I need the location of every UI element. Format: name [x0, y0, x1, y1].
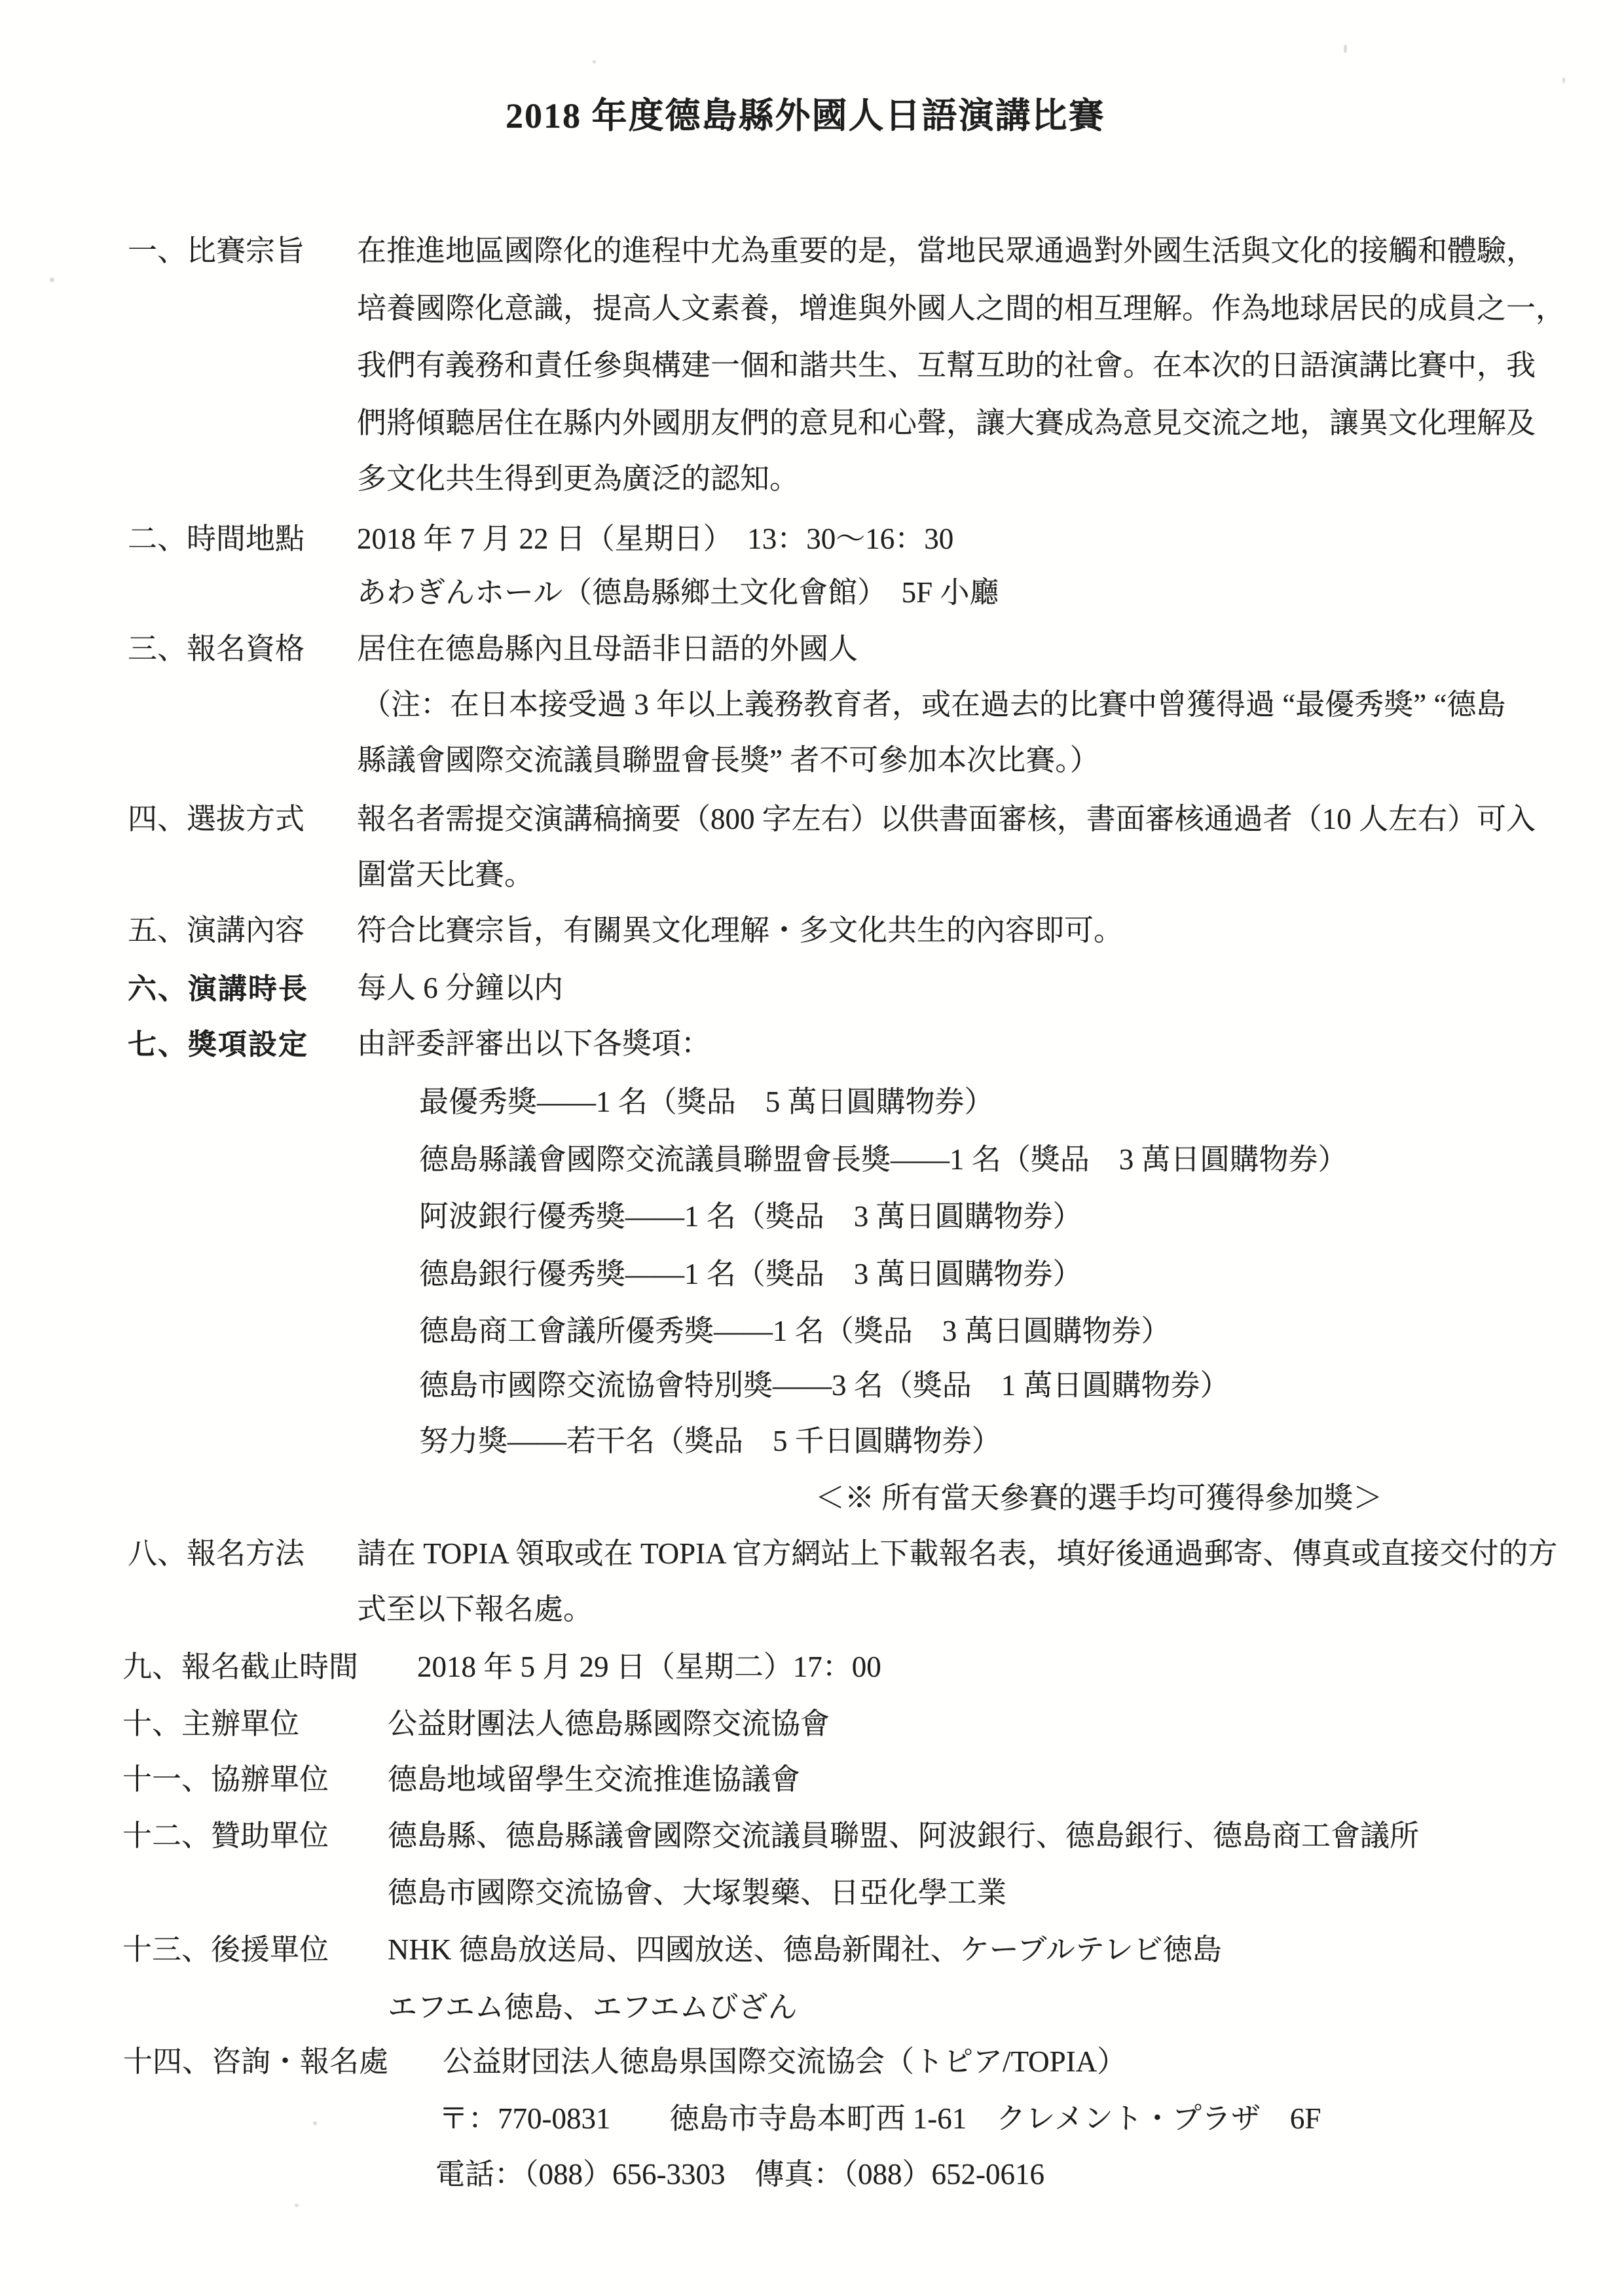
- section-12-line-1: 德島縣、德島縣議會國際交流議員聯盟、阿波銀行、德島銀行、德島商工會議所: [388, 1819, 1420, 1852]
- section-13-heading: 十三、後援單位: [122, 1933, 329, 1966]
- section-2-line-1: 2018 年 7 月 22 日（星期日） 13：30～16：30: [357, 522, 954, 555]
- award-line-5: 德島商工會議所優秀獎——1 名（獎品 3 萬日圓購物券）: [419, 1315, 1171, 1347]
- section-5-line-1: 符合比賽宗旨，有關異文化理解・多文化共生的內容即可。: [357, 914, 1124, 947]
- section-13-line-1: NHK 德島放送局、四國放送、德島新聞社、ケーブルテレビ徳島: [388, 1933, 1222, 1966]
- section-8-line-2: 式至以下報名處。: [357, 1593, 593, 1626]
- section-2-heading: 二、時間地點: [128, 522, 305, 555]
- section-12-heading: 十二、贊助單位: [122, 1819, 329, 1852]
- section-5-heading: 五、演講內容: [128, 914, 305, 947]
- scan-speck: [50, 278, 54, 282]
- section-3-line-1: 居住在德島縣內且母語非日語的外國人: [357, 632, 858, 665]
- section-8-line-1: 請在 TOPIA 領取或在 TOPIA 官方網站上下載報名表，填好後通過郵寄、傳真或直接交付的方: [357, 1537, 1558, 1570]
- section-7-heading: 七、獎項設定: [128, 1029, 308, 1061]
- section-4-line-2: 圍當天比賽。: [357, 858, 534, 891]
- document-title: 2018 年度德島縣外國人日語演講比賽: [506, 96, 1105, 136]
- participation-note: ＜※ 所有當天參賽的選手均可獲得參加獎＞: [815, 1482, 1383, 1514]
- section-13-line-2: エフエム徳島、エフエムびざん: [388, 1991, 798, 2024]
- section-14-phone-line: 電話：（088）656-3303 傳真：（088）652-0616: [435, 2158, 1044, 2191]
- award-line-3: 阿波銀行優秀獎——1 名（獎品 3 萬日圓購物券）: [419, 1200, 1082, 1233]
- scan-speck: [295, 2204, 299, 2207]
- scan-speck: [593, 60, 596, 64]
- section-14-heading: 十四、咨詢・報名處: [123, 2045, 389, 2078]
- section-9-heading: 九、報名截止時間: [122, 1650, 359, 1683]
- section-3-note-line-2: 縣議會國際交流議員聯盟會長獎” 者不可參加本次比賽。）: [357, 744, 1099, 776]
- award-line-6: 德島市國際交流協會特別獎——3 名（獎品 1 萬日圓購物券）: [419, 1369, 1230, 1402]
- section-12-line-2: 德島市國際交流協會、大塚製藥、日亞化學工業: [388, 1876, 1007, 1909]
- section-8-heading: 八、報名方法: [128, 1537, 305, 1570]
- award-line-7: 努力獎——若干名（獎品 5 千日圓購物券）: [419, 1425, 1001, 1457]
- scan-speck: [1344, 45, 1347, 53]
- section-6-line-1: 每人 6 分鐘以内: [357, 972, 564, 1004]
- section-10-line-1: 公益財團法人德島縣國際交流協會: [388, 1707, 830, 1740]
- section-14-line-1: 公益財団法人徳島県国際交流協会（トピア/TOPIA）: [443, 2045, 1127, 2078]
- award-line-4: 德島銀行優秀獎——1 名（獎品 3 萬日圓購物券）: [419, 1258, 1082, 1290]
- section-2-line-2: あわぎんホール（德島縣鄉土文化會館） 5F 小廳: [357, 576, 999, 609]
- section-1-line-2: 培養國際化意識，提高人文素養，增進與外國人之間的相互理解。作為地球居民的成員之一，: [357, 292, 1566, 325]
- award-line-1: 最優秀獎——1 名（獎品 5 萬日圓購物券）: [419, 1085, 994, 1118]
- section-3-note-line-1: （注：在日本接受過 3 年以上義務教育者，或在過去的比賽中曾獲得過 “最優秀獎” “德島: [361, 688, 1506, 721]
- section-1-line-3: 我們有義務和責任參與構建一個和諧共生、互幫互助的社會。在本次的日語演講比賽中，我: [357, 349, 1536, 382]
- scan-speck: [1562, 77, 1565, 83]
- section-10-heading: 十、主辦單位: [122, 1707, 300, 1740]
- section-1-line-1: 在推進地區國際化的進程中尤為重要的是，當地民眾通過對外國生活與文化的接觸和體驗，: [357, 234, 1536, 267]
- section-7-line-1: 由評委評審出以下各獎項：: [357, 1027, 711, 1060]
- section-6-heading: 六、演講時長: [128, 973, 308, 1005]
- section-14-address-line: 〒：770-0831 徳島市寺島本町西 1-61 クレメント・プラザ 6F: [439, 2102, 1321, 2135]
- award-line-2: 德島縣議會國際交流議員聯盟會長獎——1 名（獎品 3 萬日圓購物券）: [419, 1143, 1348, 1176]
- section-1-line-4: 們將傾聽居住在縣内外國朋友們的意見和心聲，讓大賽成為意見交流之地，讓異文化理解及: [357, 407, 1536, 439]
- section-9-line-1: 2018 年 5 月 29 日（星期二）17：00: [417, 1650, 881, 1683]
- section-11-line-1: 德島地域留學生交流推進協議會: [388, 1763, 801, 1796]
- scan-speck: [313, 2121, 317, 2125]
- section-1-heading: 一、比賽宗旨: [128, 234, 305, 267]
- section-4-line-1: 報名者需提交演講稿摘要（800 字左右）以供書面審核，書面審核通過者（10 人左右）可入: [357, 803, 1536, 835]
- section-3-heading: 三、報名資格: [128, 632, 305, 665]
- section-1-line-5: 多文化共生得到更為廣泛的認知。: [357, 462, 800, 495]
- section-4-heading: 四、選拔方式: [128, 803, 305, 835]
- section-11-heading: 十一、協辦單位: [122, 1763, 329, 1796]
